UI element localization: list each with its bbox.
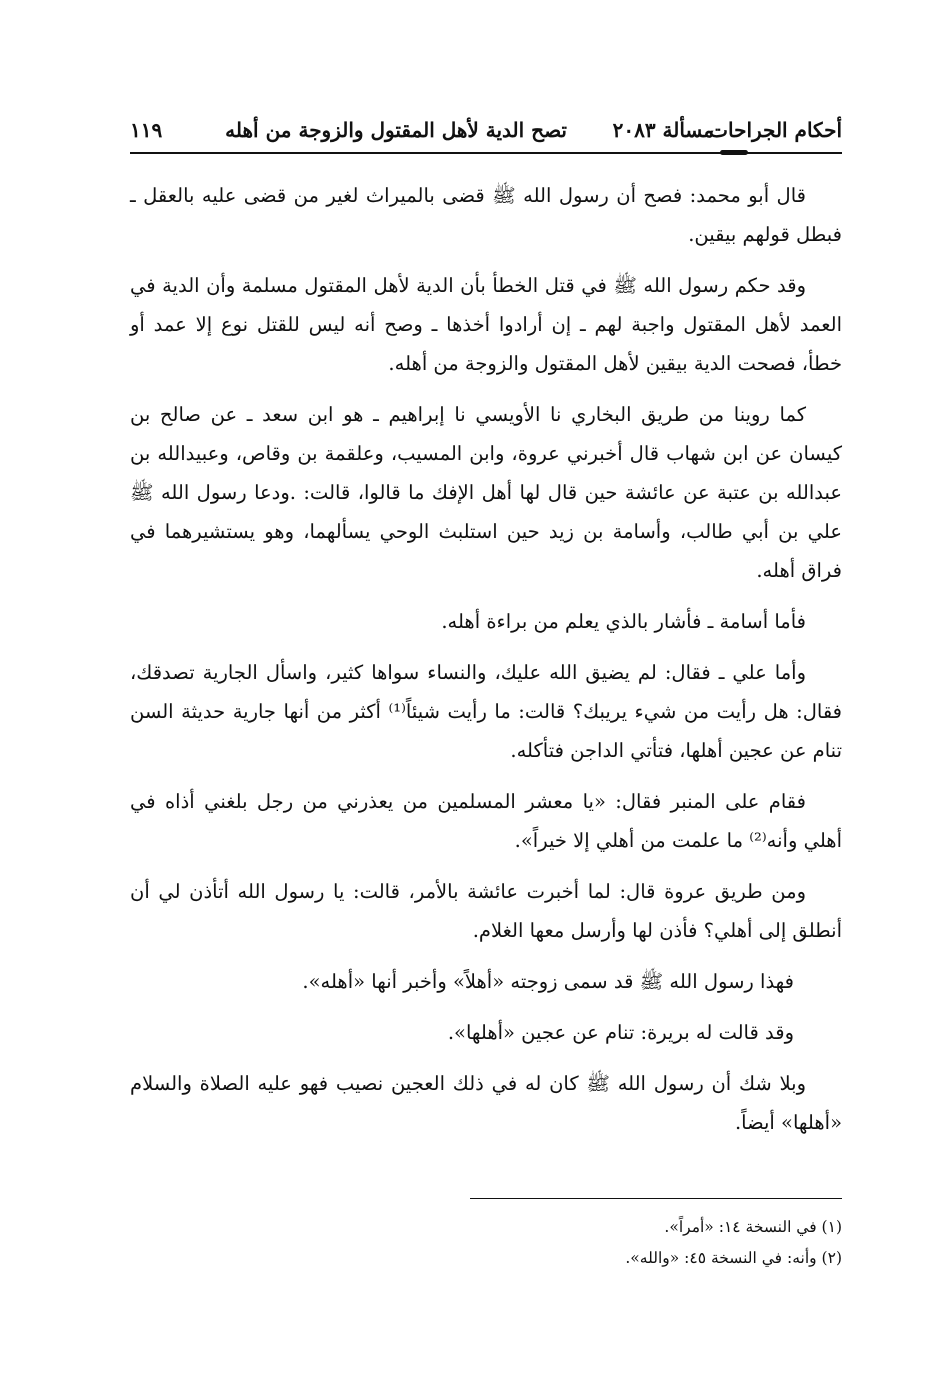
paragraph: وبلا شك أن رسول الله ﷺ كان له في ذلك العجين نصيب فهو عليه الصلاة والسلام «أهلها» أيضاً. <box>130 1072 842 1134</box>
paragraph: وقد حكم رسول الله ﷺ في قتل الخطأ بأن الدية لأهل المقتول مسلمة وأن الدية في العمد لأهل المقتول واجبة لهم ـ إن أرادوا أخذها ـ وصح أنه ليس للقتل نوع إلا عمد أو خطأ، فصحت الدية بيقين لأهل المقتول والزوجة من أهله. <box>130 274 842 375</box>
main-text <box>130 176 842 1154</box>
footnotes <box>130 1212 842 1274</box>
page-number: ١١٩ <box>130 118 163 142</box>
paragraph: كما روينا من طريق البخاري نا الأويسي نا إبراهيم ـ هو ابن سعد ـ عن صالح بن كيسان عن ابن شهاب قال أخبرني عروة، وابن المسيب، وعلقمة بن وقاص، وعبيدالله بن عبدالله بن عتبة عن عائشة حين قال لها أهل الإفك ما قالوا، قالت: .ودعا رسول الله ﷺ علي بن أبي طالب، وأسامة بن زيد حين استلبث الوحي يسألهما، وهو يستشيرهما في فراق أهله. <box>130 403 842 582</box>
header-rule <box>130 152 842 154</box>
footnote: (١) في النسخة ١٤: «أمراً». <box>664 1218 842 1236</box>
paragraph: قال أبو محمد: فصح أن رسول الله ﷺ قضى بالميراث لغير من قضى عليه بالعقل ـ فبطل قولهم بيقين. <box>130 184 842 246</box>
paragraph: وقد قالت له بريرة: تنام عن عجين «أهلها». <box>447 1021 794 1044</box>
book-title: أحكام الجراحات <box>709 118 842 142</box>
issue-topic: تصح الدية لأهل المقتول والزوجة من أهله <box>225 118 567 142</box>
paragraph: فأما أسامة ـ فأشار بالذي يعلم من براءة أهله. <box>441 610 806 633</box>
footnote-separator <box>470 1198 842 1199</box>
paragraph: فهذا رسول الله ﷺ قد سمى زوجته «أهلاً» وأخبر أنها «أهله». <box>302 970 794 993</box>
paragraph: فقام على المنبر فقال: «يا معشر المسلمين من يعذرني من رجل بلغني أذاه في أهلي وأنه⁽²⁾ ما علمت من أهلي إلا خيراً». <box>130 790 842 852</box>
paragraph: ومن طريق عروة قال: لما أخبرت عائشة بالأمر، قالت: يا رسول الله أتأذن لي أن أنطلق إلى أهلي؟ فأذن لها وأرسل معها الغلام. <box>130 880 842 942</box>
footnote: (٢) وأنه: في النسخة ٤٥: «والله». <box>625 1249 842 1267</box>
issue-number: مسألة ٢٠٨٣ <box>612 118 714 142</box>
running-header <box>130 112 842 148</box>
paragraph: وأما علي ـ فقال: لم يضيق الله عليك، والنساء سواها كثير، واسأل الجارية تصدقك، فقال: هل رأيت من شيء يريبك؟ قالت: ما رأيت شيئاً⁽¹⁾ أكثر من أنها جارية حديثة السن تنام عن عجين أهلها، فتأتي الداجن فتأكله. <box>130 661 843 762</box>
